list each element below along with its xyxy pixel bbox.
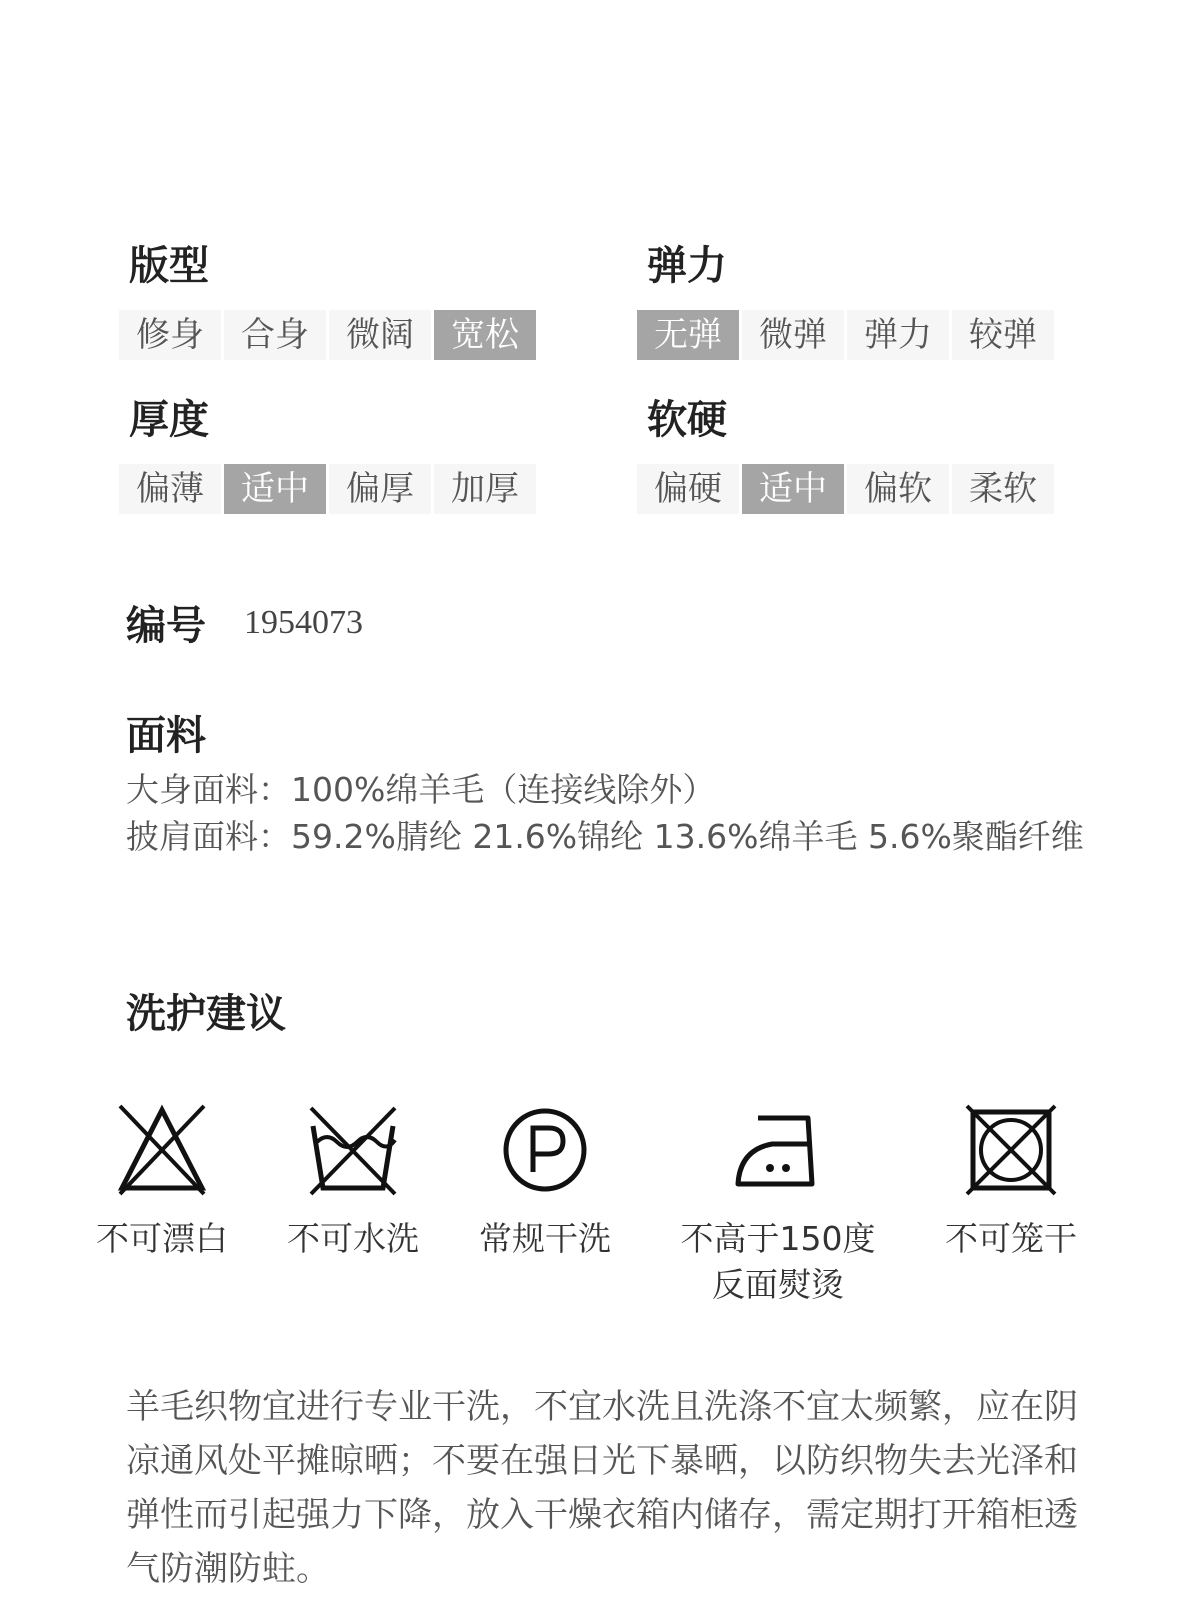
- care-item-iron: [678, 1104, 878, 1308]
- stretch-option-none[interactable]: 无弹: [637, 310, 739, 360]
- care-item-no-bleach: [92, 1104, 232, 1262]
- softness-block: [637, 394, 1054, 514]
- softness-title: 软硬: [647, 397, 727, 443]
- product-code-value: 1954073: [244, 603, 363, 641]
- softness-option-soft[interactable]: 偏软: [847, 464, 949, 514]
- care-item-no-tumble-dry: [941, 1104, 1081, 1262]
- care-label-iron-reverse: 反面熨烫: [712, 1265, 844, 1304]
- softness-option-hard[interactable]: 偏硬: [637, 464, 739, 514]
- fabric-body-line: 大身面料：100%绵羊毛（连接线除外）: [126, 770, 716, 809]
- stretch-options: [637, 310, 1054, 360]
- care-label-no-tumble-dry: 不可笼干: [945, 1219, 1077, 1258]
- stretch-title: 弹力: [647, 243, 727, 289]
- fabric-section: [126, 708, 1086, 860]
- no-wash-icon: [307, 1104, 399, 1196]
- no-bleach-icon: [116, 1104, 208, 1196]
- thickness-option-medium[interactable]: 适中: [224, 464, 326, 514]
- fit-option-relaxed[interactable]: 微阔: [329, 310, 431, 360]
- dry-clean-p-icon: [499, 1104, 591, 1196]
- care-item-no-wash: [283, 1104, 423, 1262]
- thickness-option-extra-thick[interactable]: 加厚: [434, 464, 536, 514]
- softness-option-medium[interactable]: 适中: [742, 464, 844, 514]
- stretch-option-high[interactable]: 较弹: [952, 310, 1054, 360]
- thickness-option-thin[interactable]: 偏薄: [119, 464, 221, 514]
- thickness-block: [119, 394, 536, 514]
- care-title: 洗护建议: [126, 991, 286, 1037]
- iron-medium-icon: [732, 1104, 824, 1196]
- fit-option-slim[interactable]: 修身: [119, 310, 221, 360]
- care-item-dry-clean: [475, 1104, 615, 1262]
- product-code-row: [126, 594, 363, 651]
- no-tumble-dry-icon: [965, 1104, 1057, 1196]
- fabric-shawl-line: 披肩面料：59.2%腈纶 21.6%锦纶 13.6%绵羊毛 5.6%聚酯纤维: [126, 817, 1084, 856]
- care-label-iron-temp: 不高于150度: [680, 1219, 876, 1258]
- care-label-dry-clean: 常规干洗: [479, 1219, 611, 1258]
- care-instructions-text: 羊毛织物宜进行专业干洗，不宜水洗且洗涤不宜太频繁，应在阴凉通风处平摊晾晒；不要在强日光下暴晒，以防织物失去光泽和弹性而引起强力下降，放入干燥衣箱内储存，需定期打开箱柜透气防潮防蛀。: [126, 1387, 1078, 1589]
- stretch-option-slight[interactable]: 微弹: [742, 310, 844, 360]
- softness-option-very-soft[interactable]: 柔软: [952, 464, 1054, 514]
- stretch-option-stretch[interactable]: 弹力: [847, 310, 949, 360]
- product-code-label: 编号: [126, 603, 206, 649]
- thickness-options: [119, 464, 536, 514]
- fit-option-loose[interactable]: 宽松: [434, 310, 536, 360]
- thickness-title: 厚度: [129, 397, 209, 443]
- stretch-block: [637, 240, 1054, 360]
- softness-options: [637, 464, 1054, 514]
- fit-block: [119, 240, 536, 360]
- care-label-no-wash: 不可水洗: [287, 1219, 419, 1258]
- fit-option-regular[interactable]: 合身: [224, 310, 326, 360]
- care-label-no-bleach: 不可漂白: [96, 1219, 228, 1258]
- fit-options: [119, 310, 536, 360]
- fit-title: 版型: [129, 243, 209, 289]
- fabric-title: 面料: [126, 713, 206, 759]
- thickness-option-thick[interactable]: 偏厚: [329, 464, 431, 514]
